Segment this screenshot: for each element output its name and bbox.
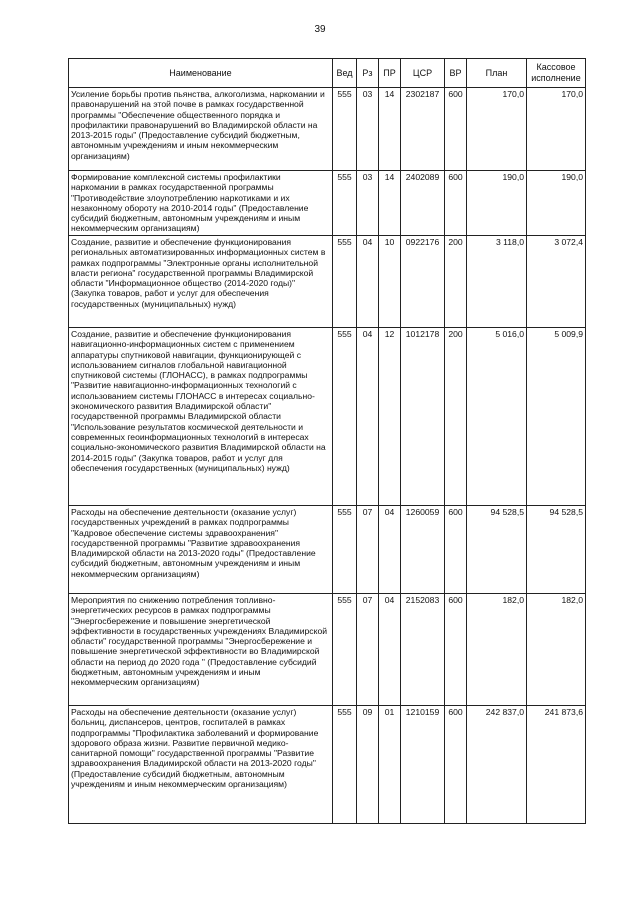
table-row: [69, 506, 586, 594]
table-body: [69, 88, 586, 824]
row-name: Расходы на обеспечение деятельности (оказание услуг) больниц, диспансеров, центров, госпиталей в рамках подпрограммы "Профилактика заболеваний и формирование здорового образа жизни. Развитие первичной медико-санитарной помощи" государственной программы "Развитие здравоохранения Владимирской области на 2013-2020 годы" (Предоставление субсидий бюджетным, автономным учреждениям и иным некоммерческим организациям): [69, 706, 333, 824]
row-name: Создание, развитие и обеспечение функционирования навигационно-информационных систем с применением аппаратуры спутниковой навигации, функционирующей с использованием сигналов глобальной навигационной спутниковой системы (ГЛОНАСС), в рамках подпрограммы "Развитие навигационно-информационных технологий с использованием системы ГЛОНАСС в интересах социально-экономического развития Владимирской области" государственной программы Владимирской области "Использование результатов космической деятельности и современных геоинформационных технологий в интересах социально-экономического развития Владимирской области на 2014-2015 годы" (Закупка товаров, работ и услуг для обеспечения государственных (муниципальных) нужд): [69, 328, 333, 506]
header-plan: План: [467, 59, 527, 88]
row-vr: 600: [445, 506, 467, 594]
row-plan: 182,0: [467, 594, 527, 706]
budget-table: [68, 58, 586, 824]
row-cash: 241 873,6: [527, 706, 586, 824]
row-rz: 07: [357, 594, 379, 706]
row-name: Мероприятия по снижению потребления топливно-энергетических ресурсов в рамках подпрограммы "Энергосбережение и повышение энергетической эффективности в государственных учреждениях Владимирской области" государственной программы "Энергосбережение и повышение энергетической эффективности во Владимирской области на период до 2020 года " (Предоставление субсидий бюджетным, автономным учреждениям и иным некоммерческим организациям): [69, 594, 333, 706]
header-name: Наименование: [69, 59, 333, 88]
row-vr: 600: [445, 594, 467, 706]
row-csr: 1210159: [401, 706, 445, 824]
row-ved: 555: [333, 171, 357, 236]
row-cash: 3 072,4: [527, 236, 586, 328]
row-vr: 600: [445, 88, 467, 171]
row-rz: 04: [357, 236, 379, 328]
table-header: [69, 59, 586, 88]
row-vr: 600: [445, 706, 467, 824]
header-pr: ПР: [379, 59, 401, 88]
table-row: [69, 594, 586, 706]
row-ved: 555: [333, 88, 357, 171]
table-row: [69, 328, 586, 506]
row-rz: 04: [357, 328, 379, 506]
table-row: [69, 88, 586, 171]
header-ved: Вед: [333, 59, 357, 88]
row-rz: 07: [357, 506, 379, 594]
row-cash: 5 009,9: [527, 328, 586, 506]
row-pr: 14: [379, 88, 401, 171]
row-rz: 03: [357, 171, 379, 236]
row-rz: 03: [357, 88, 379, 171]
row-pr: 12: [379, 328, 401, 506]
row-ved: 555: [333, 236, 357, 328]
header-rz: Рз: [357, 59, 379, 88]
header-vr: ВР: [445, 59, 467, 88]
row-rz: 09: [357, 706, 379, 824]
row-plan: 5 016,0: [467, 328, 527, 506]
row-csr: 1012178: [401, 328, 445, 506]
row-pr: 10: [379, 236, 401, 328]
row-cash: 182,0: [527, 594, 586, 706]
row-vr: 600: [445, 171, 467, 236]
page-number: 39: [314, 24, 326, 35]
row-cash: 190,0: [527, 171, 586, 236]
row-name: Усиление борьбы против пьянства, алкоголизма, наркомании и правонарушений на этой почве в рамках государственной программы "Обеспечение общественного порядка и профилактики правонарушений во Владимирской области на 2013-2015 годы" (Предоставление субсидий бюджетным, автономным учреждениям и иным некоммерческим организациям): [69, 88, 333, 171]
row-pr: 04: [379, 506, 401, 594]
row-ved: 555: [333, 706, 357, 824]
row-ved: 555: [333, 506, 357, 594]
row-name: Создание, развитие и обеспечение функционирования региональных автоматизированных информационных систем в рамках подпрограммы "Электронные органы исполнительной власти региона" государственной программы Владимирской области "Информационное общество (2014-2020 годы)" (Закупка товаров, работ и услуг для обеспечения государственных (муниципальных) нужд): [69, 236, 333, 328]
row-plan: 170,0: [467, 88, 527, 171]
header-row: [69, 59, 586, 88]
row-name: Формирование комплексной системы профилактики наркомании в рамках государственной программы "Противодействие злоупотреблению наркотиками и их незаконному обороту на 2010-2014 годы" (Предоставление субсидий бюджетным, автономным учреждениям и иным некоммерческим организациям): [69, 171, 333, 236]
row-pr: 14: [379, 171, 401, 236]
header-csr: ЦСР: [401, 59, 445, 88]
row-csr: 2402089: [401, 171, 445, 236]
row-csr: 2302187: [401, 88, 445, 171]
header-cash: Кассовое исполнение: [527, 59, 586, 88]
row-cash: 94 528,5: [527, 506, 586, 594]
row-plan: 242 837,0: [467, 706, 527, 824]
row-pr: 04: [379, 594, 401, 706]
row-vr: 200: [445, 328, 467, 506]
row-ved: 555: [333, 328, 357, 506]
row-vr: 200: [445, 236, 467, 328]
table-row: [69, 706, 586, 824]
row-cash: 170,0: [527, 88, 586, 171]
row-csr: 0922176: [401, 236, 445, 328]
row-pr: 01: [379, 706, 401, 824]
row-plan: 190,0: [467, 171, 527, 236]
row-csr: 2152083: [401, 594, 445, 706]
row-plan: 3 118,0: [467, 236, 527, 328]
row-ved: 555: [333, 594, 357, 706]
table-row: [69, 236, 586, 328]
row-plan: 94 528,5: [467, 506, 527, 594]
table-row: [69, 171, 586, 236]
row-name: Расходы на обеспечение деятельности (оказание услуг) государственных учреждений в рамках подпрограммы "Кадровое обеспечение системы здравоохранения" государственной программы "Развитие здравоохранения Владимирской области на 2013-2020 годы" (Предоставление субсидий бюджетным, автономным учреждениям и иным некоммерческим организациям): [69, 506, 333, 594]
row-csr: 1260059: [401, 506, 445, 594]
